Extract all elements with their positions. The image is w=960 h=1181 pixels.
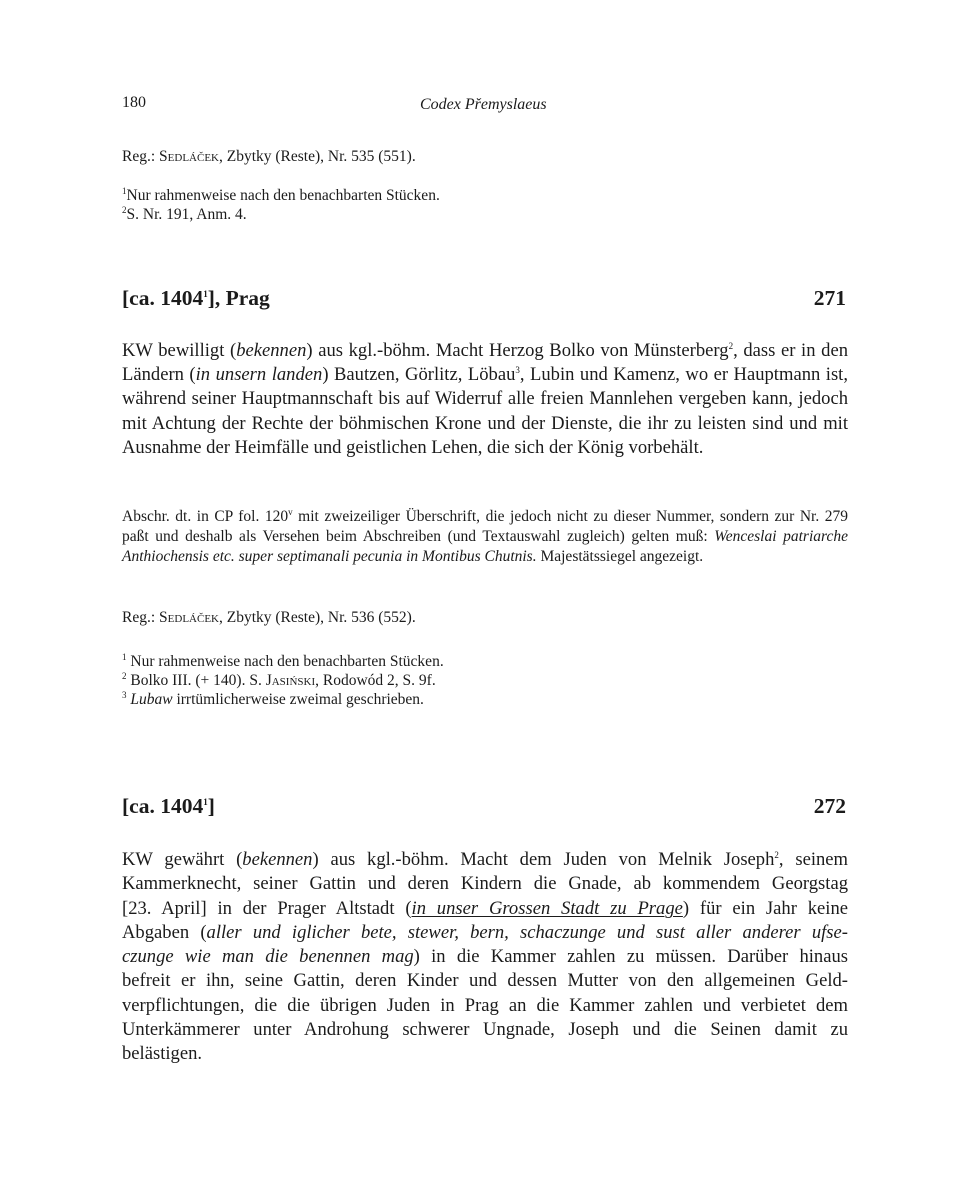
manuscript-note: Abschr. dt. in CP fol. 120$^v$ mit zweizeiliger Überschrift, die jedoch nicht zu dieser Nummer, sondern zur Nr. 279 paßt und deshalb als Versehen beim Abschreiben (und Textauswahl zugleich) gelten muß: Wenceslai patriarche Anthiochensis etc. super septimanali pecunia in Montibus Chutnis. Majestätssiegel angezeigt. (122, 506, 848, 565)
quoted-term: Lubaw (130, 691, 173, 708)
text-line: Unterkämmerer unter Androhung schwerer Ungnade, Joseph und die Seinen damit zu (122, 1019, 848, 1041)
running-title: Codex Přemyslaeus (420, 96, 547, 113)
text-line: Kammerknecht, seiner Gattin und deren Kindern die Gnade, ab kommendem Georgstag (122, 873, 848, 895)
entry-summary: KW bewilligt (bekennen) aus kgl.-böhm. Macht Herzog Bolko von Münsterberg$^2$, dass er in den Ländern (in unsern landen) Bautzen, Görlitz, Löbau$^3$, Lubin und Kamenz, wo er Hauptmann ist, während seiner Hauptmannschaft bis auf Widerruf alle freien Mannlehen vergeben kann, jedoch mit Achtung der Rechte der böhmischen Krone und der Dienste, die ihr zu leisten sind und mit Ausnahme der Heimfälle und geistlichen Lehen, die sich der König vorbehält. (122, 340, 848, 458)
text-line: KW gewährt (bekennen) aus kgl.-böhm. Macht dem Juden von Melnik Joseph$^2$, seinem (122, 849, 848, 870)
entry-place: ], Prag (207, 286, 270, 310)
reg-prefix: Reg.: (122, 148, 160, 165)
text-line: Abgaben (aller und iglicher bete, stewer, bern, schaczunge und sust aller anderer ufse- (122, 921, 848, 943)
entry-date: [ca. 1404 (122, 286, 204, 310)
footnote-mark: 3 (515, 365, 520, 376)
footnote-mark: 3 (122, 689, 127, 700)
reg-author: Sedláček (159, 148, 219, 165)
quoted-term: czunge wie man die benennen mag (122, 946, 414, 968)
footnote (122, 186, 440, 205)
footnote-mark: 1 (203, 288, 208, 299)
footnote-text: S. Nr. 191, Anm. 4. (126, 206, 247, 223)
footnote (122, 205, 440, 224)
footnote-mark: 2 (122, 670, 127, 681)
text-line: belästigen. (122, 1043, 203, 1065)
entry-date: [ca. 1404 (122, 794, 204, 818)
entry-number: 272 (813, 794, 846, 818)
text-line: verpflichtungen, die die übrigen Juden in Prag an die Kammer zahlen und verbietet dem (122, 994, 848, 1016)
footnote-mark: 2 (122, 204, 127, 215)
footnote-list (122, 186, 440, 224)
entry-heading (122, 286, 270, 311)
footnote-mark: 1 (122, 185, 127, 196)
text-line: czunge wie man die benennen mag) in die Kammer zahlen zu müssen. Darüber hinaus (122, 946, 848, 968)
page-number: 180 (122, 94, 146, 111)
reg-details: , Zbytky (Reste), Nr. 535 (551). (218, 148, 416, 165)
footnote-text: Nur rahmenweise nach den benachbarten Stücken. (126, 187, 440, 204)
footnote: $^3$ Lubaw irrtümlicherweise zweimal geschrieben. (122, 689, 424, 708)
footnote-mark: 2 (728, 340, 734, 351)
regest-reference: Reg.: Sedláček, Zbytky (Reste), Nr. 536 (552). (122, 609, 416, 626)
regest-reference (122, 147, 416, 167)
footnote: $^1$ Nur rahmenweise nach den benachbarten Stücken. (122, 651, 444, 670)
quoted-term: bekennen (242, 849, 313, 870)
quoted-term: aller und iglicher bete, stewer, bern, schaczunge und sust aller anderer ufse- (206, 921, 848, 943)
quoted-term: in unsern landen (195, 364, 323, 386)
footnote-list (122, 652, 444, 709)
footnote-mark: 1 (203, 796, 208, 807)
verso-mark: v (288, 506, 293, 517)
text-line: [23. April] in der Prager Altstadt (in unser Grossen Stadt zu Prage) für ein Jahr keine (122, 897, 848, 919)
quoted-term: bekennen (236, 340, 307, 361)
footnote-mark: 1 (122, 651, 127, 662)
footnote-mark: 2 (774, 849, 779, 860)
entry-number: 271 (813, 286, 846, 310)
latin-heading: Wenceslai patriarche Anthiochensis etc. super septimanali pecunia in Montibus Chutnis. (122, 528, 848, 565)
text-line: befreit er ihn, seine Gattin, deren Kinder und dessen Mutter von den allgemeinen Geld- (122, 970, 848, 992)
reg-author: Sedláček (159, 609, 219, 626)
entry-heading: [ca. 1404$^1$] (122, 794, 215, 818)
quoted-term: in unser Grossen Stadt zu Prage (411, 897, 683, 919)
entry-summary (122, 848, 848, 1067)
cited-author: Jasiński (265, 672, 316, 689)
footnote: $^2$ Bolko III. (+ 140). S. Jasiński, Rodowód 2, S. 9f. (122, 670, 436, 689)
